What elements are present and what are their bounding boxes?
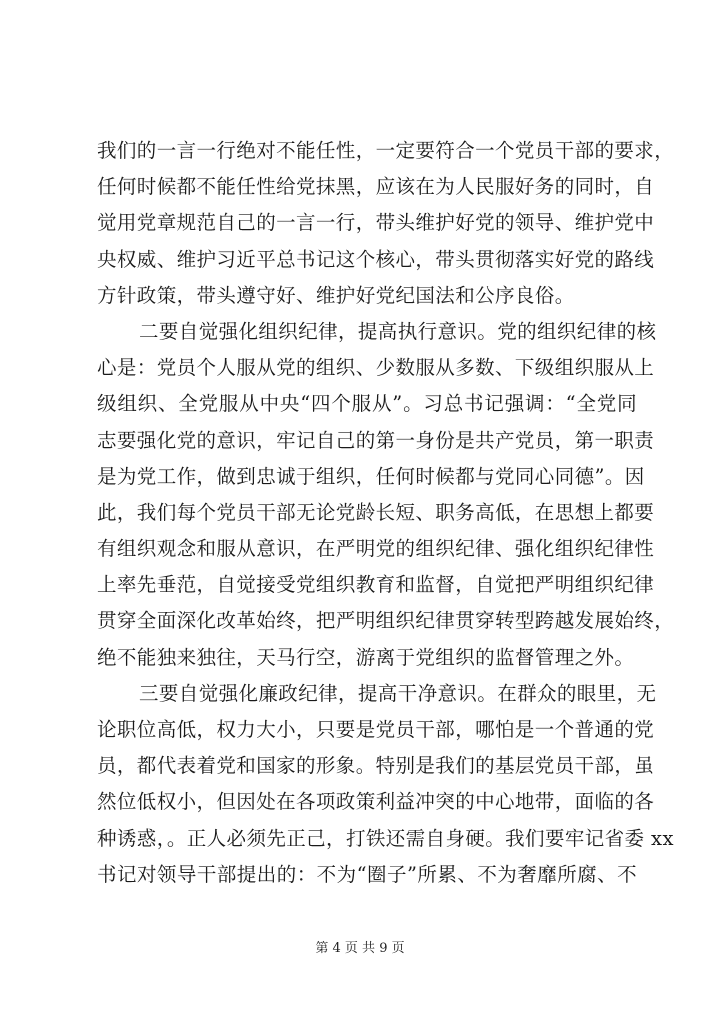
text-line: 此，我们每个党员干部无论党龄长短、职务高低，在思想上都要: [97, 500, 655, 524]
text-line: 觉用党章规范自己的一言一行，带头维护好党的领导、维护党中: [97, 211, 655, 235]
text-line: 有组织观念和服从意识，在严明党的组织纪律、强化组织纪律性: [97, 537, 655, 561]
text-line: 心是：党员个人服从党的组织、少数服从多数、下级组织服从上: [97, 356, 655, 380]
text-line: 央权威、维护习近平总书记这个核心，带头贯彻落实好党的路线: [97, 247, 655, 271]
text-line: 种诱惑，。正人必须先正己，打铁还需自身硬。我们要牢记省委 xx: [97, 826, 674, 850]
text-line: 二要自觉强化组织纪律，提高执行意识。党的组织纪律的核: [139, 319, 657, 343]
text-line: 绝不能独来独往，天马行空，游离于党组织的监督管理之外。: [97, 645, 635, 669]
text-line: 是为党工作，做到忠诚于组织，任何时候都与党同心同德”。因: [97, 464, 645, 488]
text-line: 任何时候都不能任性给党抹黑，应该在为人民服好务的同时，自: [97, 175, 655, 199]
document-body: [97, 133, 675, 893]
text-line: 书记对领导干部提出的：不为“圈子”所累、不为奢靡所腐、不: [97, 862, 637, 886]
text-line: 贯穿全面深化改革始终，把严明组织纪律贯穿转型跨越发展始终，: [97, 609, 675, 633]
paragraph-3: [97, 676, 674, 893]
paragraph-1: [97, 133, 675, 314]
text-line: 我们的一言一行绝对不能任性，一定要符合一个党员干部的要求，: [97, 139, 675, 162]
text-line: 然位低权小，但因处在各项政策利益冲突的中心地带，面临的各: [97, 790, 655, 814]
text-line: 志要强化党的意识，牢记自己的第一身份是共产党员，第一职责: [97, 428, 655, 452]
text-line: 级组织、全党服从中央“四个服从”。习总书记强调：“全党同: [97, 392, 637, 416]
text-line: 三要自觉强化廉政纪律，提高干净意识。在群众的眼里，无: [139, 681, 657, 705]
text-line: 方针政策，带头遵守好、维护好党纪国法和公序良俗。: [97, 283, 575, 307]
text-line: 上率先垂范，自觉接受党组织教育和监督，自觉把严明组织纪律: [97, 573, 655, 597]
text-line: 论职位高低，权力大小，只要是党员干部，哪怕是一个普通的党: [97, 718, 655, 741]
page-footer: 第 4 页 共 9 页: [315, 941, 405, 956]
text-line: 员，都代表着党和国家的形象。特别是我们的基层党员干部，虽: [97, 754, 655, 778]
paragraph-2: [97, 314, 675, 676]
